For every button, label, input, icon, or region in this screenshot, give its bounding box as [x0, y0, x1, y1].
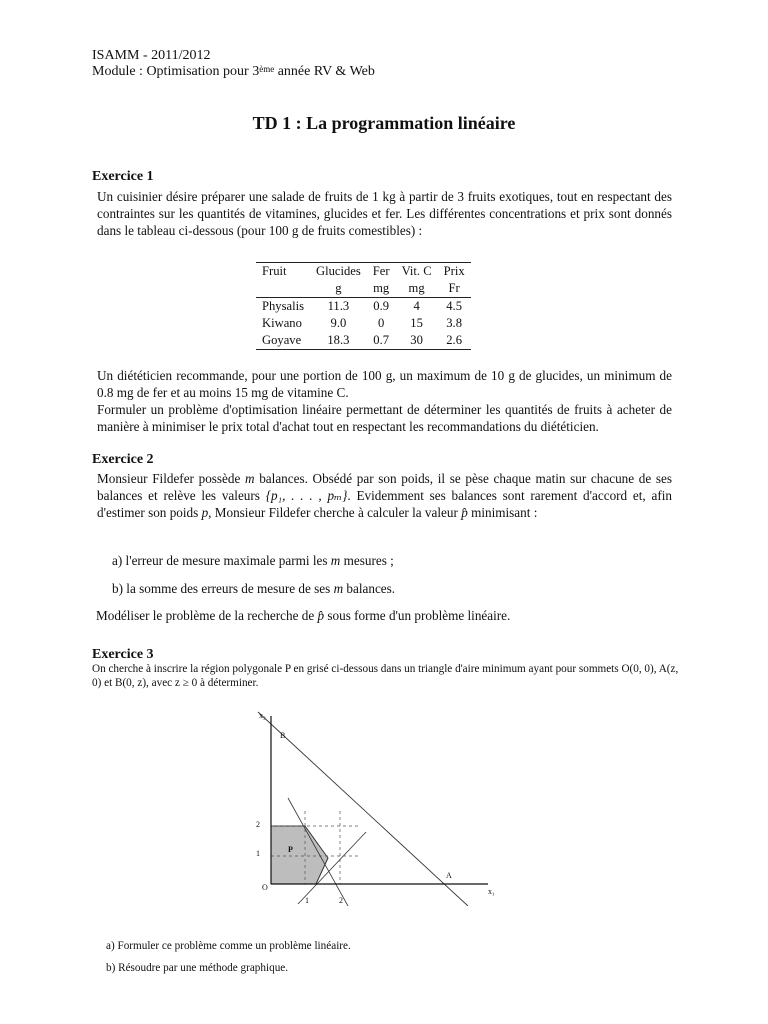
text-run: balances. Obsédé par son poids, il se pèse chaque matin sur chacune de ses balances et relève les valeurs [97, 471, 672, 503]
text-run: minimisant : [467, 505, 538, 520]
origin-label: O [262, 883, 268, 892]
header-superscript: ème [259, 64, 275, 74]
exercise-1-recommendation: Un diététicien recommande, pour une portion de 100 g, un maximum de 10 g de glucides, un minimum de 0.8 mg de fer et au moins 15 mg de vitamine C. [97, 368, 672, 400]
text-run: , Monsieur Fildefer cherche à calculer la valeur [208, 505, 462, 520]
table-cell: 2.6 [446, 333, 462, 347]
table-header-cell: Fer [372, 264, 390, 278]
table-cell: 0.7 [373, 333, 390, 347]
text-run: sous forme d'un problème linéaire. [324, 608, 511, 623]
exercise-2-item-a [112, 552, 394, 569]
exercise-1-intro: Un cuisinier désire préparer une salade de fruits de 1 kg à partir de 3 fruits exotiques, tout en respectant des contraintes sur les quantités de vitamines, glucides et fer. Les différentes concentrations et prix sont donnés dans le tableau ci-dessous (pour 100 g de fruits comestibles) : [97, 189, 672, 238]
math-p: p [201, 505, 209, 520]
y-axis-label: x₂ [259, 711, 266, 720]
exercise-1-body [97, 367, 672, 435]
math-phat: p̂ [461, 505, 468, 520]
x-tick-label: 2 [339, 896, 343, 905]
fruit-table [256, 262, 471, 350]
text-run: balances. [343, 581, 396, 596]
table-unit-cell: Fr [438, 280, 471, 298]
table-cell: Kiwano [262, 316, 302, 330]
y-tick-label: 2 [256, 820, 260, 829]
header-line-1: ISAMM - 2011/2012 [92, 48, 211, 63]
table-header-cell: Glucides [316, 264, 361, 278]
exercise-2-item-b [112, 580, 395, 597]
exercise-2-intro [97, 470, 672, 521]
table-unit-cell: g [310, 280, 367, 298]
table-cell: 3.8 [446, 316, 462, 330]
math-m: m [330, 553, 341, 568]
table-cell: Goyave [262, 333, 302, 347]
table-header-row [256, 263, 471, 281]
text-run: Monsieur Fildefer possède [97, 471, 246, 486]
page-title: TD 1 : La programmation linéaire [252, 113, 516, 133]
exercise-2-question [96, 607, 510, 624]
table-cell: 18.3 [327, 333, 350, 347]
point-b-label: B [280, 731, 286, 740]
math-m: m [333, 581, 344, 596]
math-set: {p₁, . . . , pₘ} [265, 488, 348, 503]
text-run: b) la somme des erreurs de mesure de ses [112, 581, 334, 596]
y-tick-label: 1 [256, 849, 260, 858]
exercise-3-question-b: b) Résoudre par une méthode graphique. [106, 962, 289, 974]
table-unit-cell: mg [367, 280, 396, 298]
text-run: a) l'erreur de mesure maximale parmi les [112, 553, 331, 568]
table-row [256, 332, 471, 350]
table-cell: 15 [410, 316, 423, 330]
table-units-row [256, 280, 471, 298]
text-run: . Evidemment ses balances sont rarement d'accord et, afin d'estimer son poids [97, 488, 672, 520]
exercise-2-title: Exercice 2 [92, 452, 154, 467]
header-year: année RV & Web [274, 64, 375, 79]
exercise-1-question: Formuler un problème d'optimisation linéaire permettant de déterminer les quantités de fruits à acheter de manière à minimiser le prix total d'achat tout en respectant les recommandations du diététicien. [97, 402, 672, 434]
x-tick-label: 1 [305, 896, 309, 905]
table-cell: Physalis [262, 299, 304, 313]
table-cell: 9.0 [330, 316, 347, 330]
point-a-label: A [446, 871, 452, 880]
math-phat: p̂ [317, 608, 325, 623]
table-cell: 4 [413, 299, 420, 313]
exercise-3-intro: On cherche à inscrire la région polygonale P en grisé ci-dessous dans un triangle d'aire minimum ayant pour sommets O(0, 0), A(z, 0) et B(0, z), avec z ≥ 0 à déterminer. [92, 663, 679, 689]
exercise-3-title: Exercice 3 [92, 647, 154, 662]
table-header-cell: Prix [443, 264, 465, 278]
exercise-1-title: Exercice 1 [92, 169, 154, 184]
header-line-2 [92, 64, 375, 80]
table-unit-cell: mg [396, 280, 438, 298]
table-row [256, 298, 471, 316]
region-p-label: P [288, 845, 293, 854]
math-m: m [245, 471, 255, 486]
table-header-cell: Fruit [262, 264, 287, 278]
table-cell: 0 [378, 316, 385, 330]
header-module: Module : Optimisation pour 3 [92, 64, 260, 79]
geometry-figure [248, 706, 508, 906]
table-cell: 0.9 [373, 299, 390, 313]
exercise-3-question-a: a) Formuler ce problème comme un problème linéaire. [106, 940, 351, 952]
table-cell: 4.5 [446, 299, 462, 313]
table-header-cell: Vit. C [401, 264, 432, 278]
table-row [256, 315, 471, 332]
table-cell: 11.3 [327, 299, 350, 313]
text-run: mesures ; [340, 553, 394, 568]
text-run: Modéliser le problème de la recherche de [96, 608, 318, 623]
x-axis-label: x₁ [488, 887, 495, 896]
table-unit-cell [256, 280, 310, 298]
table-cell: 30 [410, 333, 423, 347]
